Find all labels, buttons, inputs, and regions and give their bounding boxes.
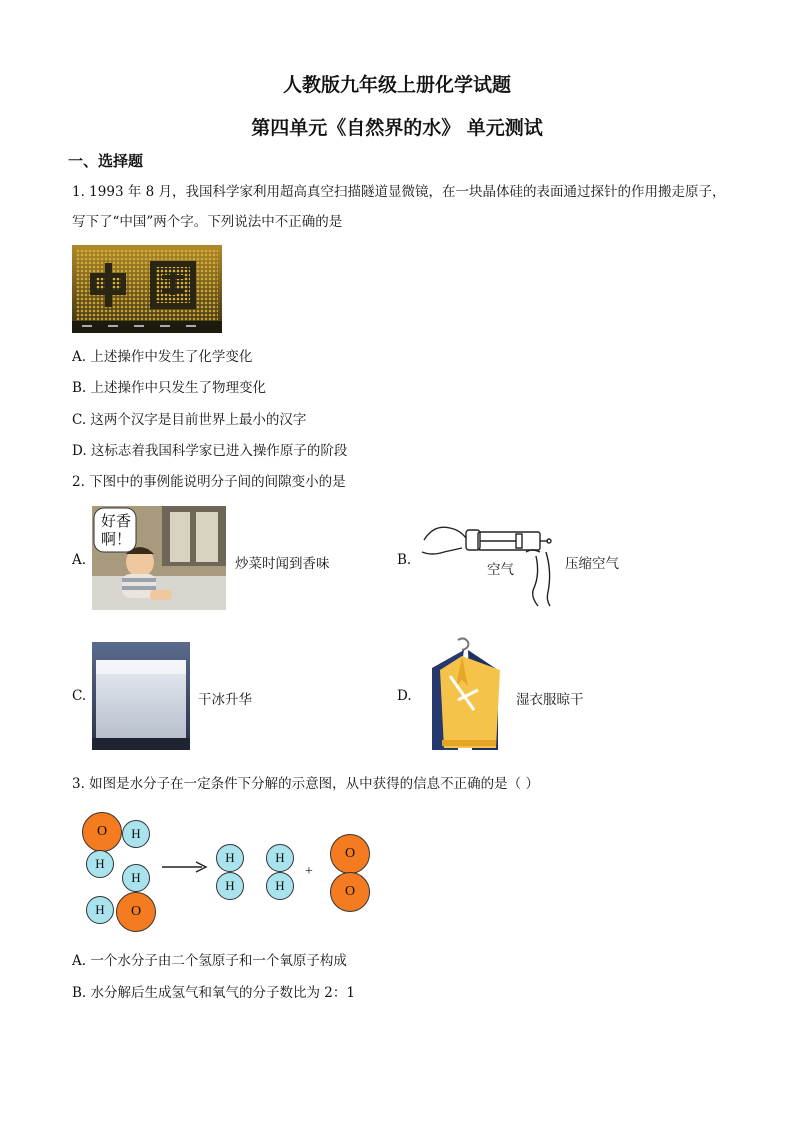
q1-option-b: B. 上述操作中只发生了物理变化: [72, 380, 267, 396]
hydrogen-atom: H: [266, 844, 294, 872]
hydrogen-atom: H: [86, 850, 114, 878]
hydrogen-atom: H: [122, 820, 150, 848]
q3-option-a: A. 一个水分子由二个氢原子和一个氧原子构成: [72, 953, 347, 969]
q2-option-c-dry-ice-photo: [92, 642, 190, 750]
q2-option-a-photo: [92, 506, 226, 610]
doc-subtitle: 第四单元《自然界的水》 单元测试: [251, 117, 543, 139]
hydrogen-atom: H: [266, 872, 294, 900]
q2-option-b-syringe-drawing: [418, 512, 554, 608]
hydrogen-atom: H: [86, 896, 114, 924]
q3-stem: 3. 如图是水分子在一定条件下分解的示意图，从中获得的信息不正确的是（ ）: [72, 776, 539, 792]
oxygen-atom: O: [82, 812, 122, 852]
q1-stem-line2: 写下了“中国”两个字。下列说法中不正确的是: [72, 214, 343, 230]
q2-option-d-clothes-image: [418, 636, 510, 754]
doc-title: 人教版九年级上册化学试题: [282, 74, 511, 96]
q2-option-a-letter: A.: [72, 552, 87, 568]
q2-option-c-letter: C.: [72, 688, 87, 704]
q2-option-c-caption: 干冰升华: [198, 692, 252, 708]
q2-option-b-caption: 压缩空气: [565, 556, 619, 572]
q2-option-a-bubble: 好香啊！: [100, 512, 131, 548]
q2-option-a-caption: 炒菜时闻到香味: [235, 556, 330, 572]
q1-option-a: A. 上述操作中发生了化学变化: [72, 349, 253, 365]
q2-option-b-letter: B.: [397, 552, 412, 568]
q2-option-d-caption: 湿衣服晾干: [516, 692, 584, 708]
q3-molecule-diagram: [70, 806, 390, 936]
section-heading: 一、选择题: [68, 152, 144, 170]
q1-microscope-image: [72, 245, 222, 333]
q3-option-b: B. 水分解后生成氢气和氧气的分子数比为 2：1: [72, 985, 355, 1001]
plus-sign: +: [305, 864, 313, 879]
oxygen-atom: O: [330, 872, 370, 912]
hydrogen-atom: H: [216, 844, 244, 872]
q1-stem-line1: 1. 1993 年 8 月，我国科学家利用超高真空扫描隧道显微镜，在一块晶体硅的表面通过探针的作用搬走原子，: [72, 184, 726, 200]
q1-option-c: C. 这两个汉字是目前世界上最小的汉字: [72, 412, 307, 428]
q2-stem: 2. 下图中的事例能说明分子间的间隙变小的是: [72, 474, 346, 490]
q2-option-b-label: 空气: [487, 562, 514, 578]
reaction-arrow-icon: [160, 860, 210, 874]
hydrogen-atom: H: [216, 872, 244, 900]
hydrogen-atom: H: [122, 864, 150, 892]
oxygen-atom: O: [330, 834, 370, 874]
q1-option-d: D. 这标志着我国科学家已进入操作原子的阶段: [72, 443, 348, 459]
q2-option-d-letter: D.: [397, 688, 412, 704]
oxygen-atom: O: [116, 892, 156, 932]
